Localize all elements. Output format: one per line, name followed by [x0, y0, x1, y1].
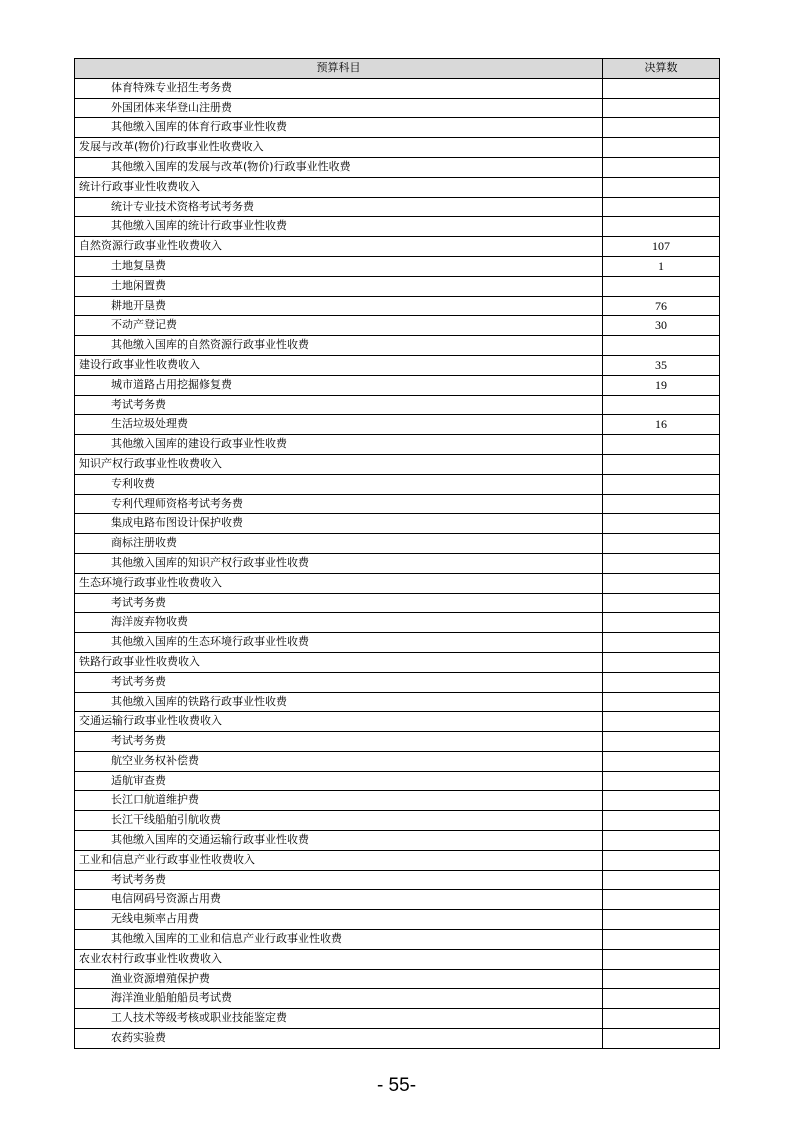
budget-item-cell: 海洋渔业船舶船员考试费	[75, 989, 603, 1009]
final-amount-cell	[603, 831, 720, 851]
table-row	[75, 316, 720, 336]
budget-item-cell: 其他缴入国库的铁路行政事业性收费	[75, 692, 603, 712]
table-row	[75, 751, 720, 771]
table-row	[75, 296, 720, 316]
final-amount-cell	[603, 672, 720, 692]
final-amount-cell	[603, 336, 720, 356]
table-row	[75, 375, 720, 395]
table-row	[75, 633, 720, 653]
budget-item-cell: 自然资源行政事业性收费收入	[75, 237, 603, 257]
budget-item-cell: 发展与改革(物价)行政事业性收费收入	[75, 138, 603, 158]
table-row	[75, 573, 720, 593]
table-row	[75, 514, 720, 534]
final-amount-cell	[603, 98, 720, 118]
table-row	[75, 791, 720, 811]
final-amount-cell	[603, 78, 720, 98]
table-row	[75, 613, 720, 633]
table-row	[75, 415, 720, 435]
final-amount-cell	[603, 118, 720, 138]
page-number: - 55-	[376, 1075, 417, 1096]
budget-item-cell: 其他缴入国库的统计行政事业性收费	[75, 217, 603, 237]
table-row	[75, 930, 720, 950]
final-amount-cell	[603, 593, 720, 613]
budget-item-cell: 海洋废弃物收费	[75, 613, 603, 633]
table-row	[75, 256, 720, 276]
final-amount-cell	[603, 573, 720, 593]
final-amount-cell	[603, 712, 720, 732]
budget-item-cell: 外国团体来华登山注册费	[75, 98, 603, 118]
budget-item-cell: 其他缴入国库的工业和信息产业行政事业性收费	[75, 930, 603, 950]
budget-item-cell: 适航审查费	[75, 771, 603, 791]
table-row	[75, 672, 720, 692]
final-amount-cell	[603, 217, 720, 237]
final-amount-cell	[603, 633, 720, 653]
final-amount-cell	[603, 1029, 720, 1049]
budget-item-cell: 考试考务费	[75, 870, 603, 890]
table-row	[75, 969, 720, 989]
table-row	[75, 454, 720, 474]
table-row	[75, 118, 720, 138]
table-row	[75, 237, 720, 257]
table-row	[75, 534, 720, 554]
final-amount-cell	[603, 692, 720, 712]
table-row	[75, 138, 720, 158]
table-row	[75, 474, 720, 494]
budget-item-cell: 知识产权行政事业性收费收入	[75, 454, 603, 474]
header-final-amount: 决算数	[603, 59, 720, 79]
budget-item-cell: 考试考务费	[75, 395, 603, 415]
table-row	[75, 732, 720, 752]
final-amount-cell	[603, 910, 720, 930]
table-row	[75, 1009, 720, 1029]
final-amount-cell	[603, 276, 720, 296]
final-amount-cell: 35	[603, 355, 720, 375]
budget-item-cell: 工人技术等级考核或职业技能鉴定费	[75, 1009, 603, 1029]
final-amount-cell	[603, 732, 720, 752]
final-amount-cell	[603, 811, 720, 831]
budget-item-cell: 其他缴入国库的生态环境行政事业性收费	[75, 633, 603, 653]
final-amount-cell	[603, 534, 720, 554]
final-amount-cell: 76	[603, 296, 720, 316]
table-row	[75, 157, 720, 177]
budget-item-cell: 农药实验费	[75, 1029, 603, 1049]
budget-item-cell: 考试考务费	[75, 593, 603, 613]
table-row	[75, 276, 720, 296]
table-row	[75, 890, 720, 910]
budget-item-cell: 统计专业技术资格考试考务费	[75, 197, 603, 217]
final-amount-cell	[603, 138, 720, 158]
table-row	[75, 910, 720, 930]
table-row	[75, 949, 720, 969]
budget-item-cell: 交通运输行政事业性收费收入	[75, 712, 603, 732]
table-row	[75, 435, 720, 455]
header-budget-item: 预算科目	[75, 59, 603, 79]
budget-item-cell: 生态环境行政事业性收费收入	[75, 573, 603, 593]
final-amount-cell: 30	[603, 316, 720, 336]
final-amount-cell	[603, 989, 720, 1009]
final-amount-cell	[603, 930, 720, 950]
budget-item-cell: 集成电路布图设计保护收费	[75, 514, 603, 534]
budget-item-cell: 其他缴入国库的交通运输行政事业性收费	[75, 831, 603, 851]
budget-table	[74, 58, 720, 1049]
final-amount-cell	[603, 1009, 720, 1029]
budget-item-cell: 体育特殊专业招生考务费	[75, 78, 603, 98]
table-row	[75, 355, 720, 375]
final-amount-cell	[603, 949, 720, 969]
table-row	[75, 98, 720, 118]
table-row	[75, 811, 720, 831]
budget-item-cell: 渔业资源增殖保护费	[75, 969, 603, 989]
final-amount-cell	[603, 850, 720, 870]
table-row	[75, 850, 720, 870]
budget-item-cell: 农业农村行政事业性收费收入	[75, 949, 603, 969]
final-amount-cell	[603, 613, 720, 633]
budget-item-cell: 土地闲置费	[75, 276, 603, 296]
table-row	[75, 177, 720, 197]
budget-item-cell: 其他缴入国库的知识产权行政事业性收费	[75, 553, 603, 573]
final-amount-cell	[603, 435, 720, 455]
final-amount-cell	[603, 791, 720, 811]
table-row	[75, 494, 720, 514]
final-amount-cell	[603, 751, 720, 771]
budget-item-cell: 其他缴入国库的自然资源行政事业性收费	[75, 336, 603, 356]
budget-item-cell: 长江干线船舶引航收费	[75, 811, 603, 831]
budget-item-cell: 统计行政事业性收费收入	[75, 177, 603, 197]
budget-item-cell: 专利收费	[75, 474, 603, 494]
table-row	[75, 593, 720, 613]
table-row	[75, 652, 720, 672]
table-row	[75, 553, 720, 573]
table-row	[75, 831, 720, 851]
budget-item-cell: 长江口航道维护费	[75, 791, 603, 811]
final-amount-cell	[603, 474, 720, 494]
table-row	[75, 712, 720, 732]
table-row	[75, 197, 720, 217]
final-amount-cell: 107	[603, 237, 720, 257]
final-amount-cell	[603, 553, 720, 573]
table-header-row	[75, 59, 720, 79]
final-amount-cell	[603, 514, 720, 534]
budget-item-cell: 商标注册收费	[75, 534, 603, 554]
table-row	[75, 78, 720, 98]
budget-item-cell: 建设行政事业性收费收入	[75, 355, 603, 375]
budget-item-cell: 工业和信息产业行政事业性收费收入	[75, 850, 603, 870]
budget-item-cell: 城市道路占用挖掘修复费	[75, 375, 603, 395]
final-amount-cell	[603, 395, 720, 415]
budget-item-cell: 电信网码号资源占用费	[75, 890, 603, 910]
budget-item-cell: 考试考务费	[75, 672, 603, 692]
final-amount-cell: 19	[603, 375, 720, 395]
final-amount-cell: 1	[603, 256, 720, 276]
final-amount-cell	[603, 494, 720, 514]
final-amount-cell	[603, 771, 720, 791]
final-amount-cell	[603, 870, 720, 890]
table-row	[75, 771, 720, 791]
table-row	[75, 395, 720, 415]
table-row	[75, 870, 720, 890]
budget-item-cell: 无线电频率占用费	[75, 910, 603, 930]
final-amount-cell	[603, 454, 720, 474]
final-amount-cell	[603, 890, 720, 910]
budget-item-cell: 不动产登记费	[75, 316, 603, 336]
final-amount-cell	[603, 652, 720, 672]
final-amount-cell: 16	[603, 415, 720, 435]
table-row	[75, 217, 720, 237]
budget-item-cell: 其他缴入国库的发展与改革(物价)行政事业性收费	[75, 157, 603, 177]
final-amount-cell	[603, 157, 720, 177]
budget-item-cell: 其他缴入国库的建设行政事业性收费	[75, 435, 603, 455]
final-amount-cell	[603, 969, 720, 989]
table-row	[75, 692, 720, 712]
budget-item-cell: 专利代理师资格考试考务费	[75, 494, 603, 514]
budget-item-cell: 耕地开垦费	[75, 296, 603, 316]
final-amount-cell	[603, 197, 720, 217]
table-row	[75, 1029, 720, 1049]
budget-item-cell: 考试考务费	[75, 732, 603, 752]
budget-item-cell: 铁路行政事业性收费收入	[75, 652, 603, 672]
budget-item-cell: 其他缴入国库的体育行政事业性收费	[75, 118, 603, 138]
final-amount-cell	[603, 177, 720, 197]
budget-item-cell: 生活垃圾处理费	[75, 415, 603, 435]
table-row	[75, 989, 720, 1009]
table-row	[75, 336, 720, 356]
budget-item-cell: 航空业务权补偿费	[75, 751, 603, 771]
budget-item-cell: 土地复垦费	[75, 256, 603, 276]
